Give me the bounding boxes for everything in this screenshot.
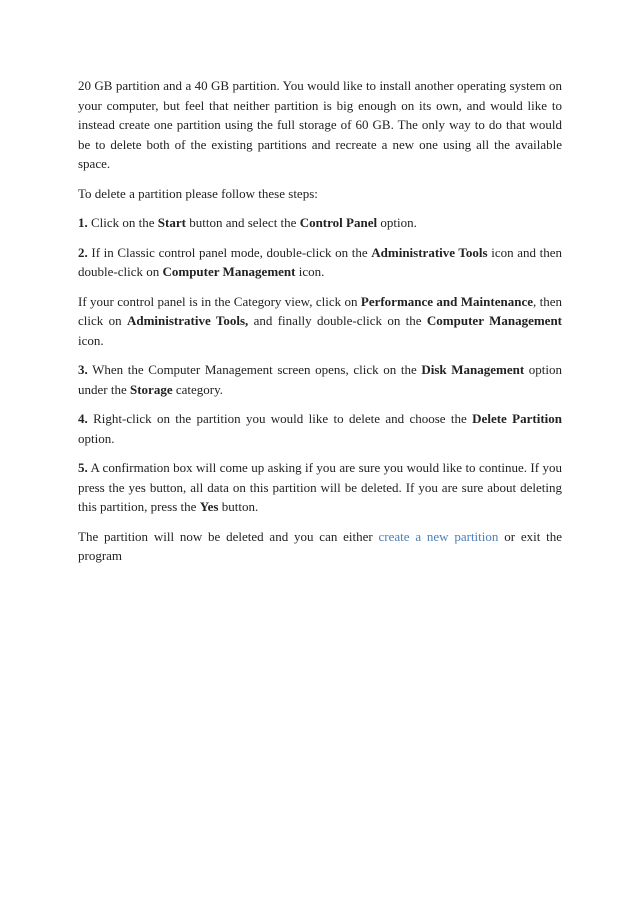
- step-text: option.: [377, 215, 417, 230]
- step-text: A confirmation box will come up asking if you are sure you would like to continue. If you press the yes button, all data on this partition will be deleted. If you are sure about deleting this partition, press the: [78, 460, 562, 514]
- step-text: icon.: [295, 264, 325, 279]
- closing-paragraph: [78, 527, 562, 566]
- ui-term-delete-partition: Delete Partition: [472, 411, 562, 426]
- step-text: icon.: [78, 332, 104, 348]
- step-text: button and select the: [185, 215, 300, 230]
- create-partition-link[interactable]: create a new partition: [378, 528, 499, 544]
- step-number: 1.: [78, 215, 88, 230]
- step-text: or exit the program: [78, 528, 562, 563]
- step-text: The partition will now be deleted and you can either: [78, 528, 379, 544]
- ui-term-computer-management: Computer Management: [162, 264, 296, 279]
- document-page: [78, 76, 562, 576]
- intro-paragraph: 20 GB partition and a 40 GB partition. You would like to install another operating system on your computer, but feel that neither partition is big enough on its own, and would like to instead create one partition using the full storage of 60 GB. The only way to do that would be to delete both of the existing partitions and recreate a new one using all the available space.: [78, 78, 562, 171]
- step-text: If in Classic control panel mode, double-click on the: [87, 244, 372, 260]
- step-1: [78, 213, 562, 233]
- step-5: [78, 458, 562, 517]
- step-number: 2.: [78, 244, 88, 260]
- step-text: option under the: [78, 362, 562, 397]
- step-text: When the Computer Management screen opens, click on the: [87, 362, 422, 377]
- ui-term-start: Start: [157, 215, 186, 230]
- step-text: button.: [218, 499, 259, 514]
- step-text: If your control panel is in the Category view, click on: [78, 293, 361, 309]
- category-view-paragraph: [78, 292, 562, 351]
- step-text: option.: [78, 430, 115, 446]
- ui-term-disk-management: Disk Management: [421, 362, 525, 377]
- step-number: 4.: [78, 411, 88, 426]
- step-4: [78, 409, 562, 448]
- step-text: Click on the: [87, 215, 158, 230]
- ui-term-administrative-tools: Administrative Tools: [371, 244, 488, 260]
- step-number: 3.: [78, 362, 88, 377]
- ui-term-storage: Storage: [129, 381, 173, 397]
- ui-term-yes: Yes: [199, 499, 219, 514]
- ui-term-performance-maintenance: Performance and Maintenance: [360, 293, 533, 309]
- ui-term-control-panel: Control Panel: [299, 215, 378, 230]
- step-number: 5.: [78, 460, 88, 475]
- step-text: Right-click on the partition you would like to delete and choose the: [87, 411, 473, 426]
- step-text: , then click on: [78, 293, 562, 328]
- step-2: [78, 243, 562, 282]
- step-text: icon and then double-click on: [78, 244, 562, 279]
- steps-intro: To delete a partition please follow these steps:: [78, 185, 318, 201]
- step-text: and finally double-click on the: [248, 313, 427, 328]
- ui-term-administrative-tools: Administrative Tools,: [126, 313, 249, 328]
- ui-term-computer-management: Computer Management: [426, 313, 563, 328]
- step-3: [78, 360, 562, 399]
- step-text: category.: [172, 381, 224, 397]
